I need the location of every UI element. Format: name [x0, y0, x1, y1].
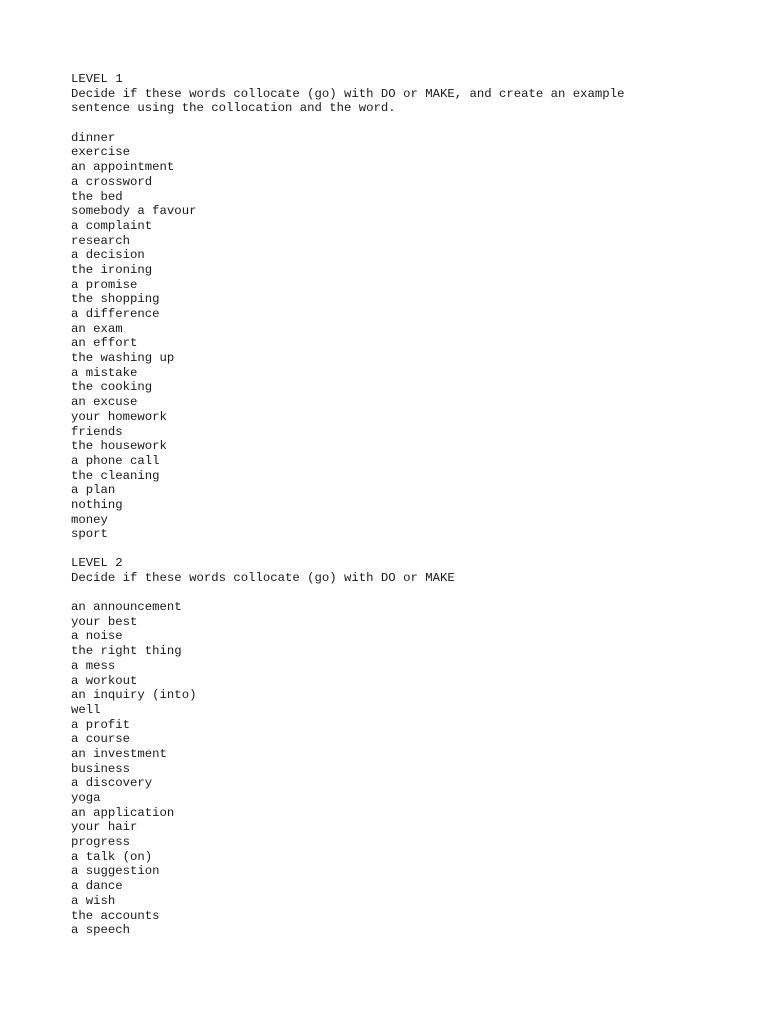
word-item: a dance [71, 879, 123, 894]
level1-instruction-line2: sentence using the collocation and the word. [71, 101, 396, 116]
level1-word-list [71, 131, 731, 542]
word-item: the housework [71, 439, 167, 454]
word-item: well [71, 702, 101, 717]
word-item: a plan [71, 483, 116, 498]
word-item: dinner [71, 130, 116, 145]
word-item: the cleaning [71, 468, 160, 483]
word-item: business [71, 761, 131, 776]
word-item: yoga [71, 791, 101, 805]
word-item: a mistake [71, 365, 138, 380]
word-item: a promise [71, 277, 138, 292]
word-item: the cooking [71, 380, 153, 395]
word-item: an investment [71, 746, 167, 761]
level2-title: LEVEL 2 [71, 556, 123, 570]
level2-word-list [71, 600, 731, 938]
word-item: a profit [71, 717, 131, 732]
level2-instruction: Decide if these words collocate (go) with DO or MAKE [71, 570, 455, 585]
word-item: the shopping [71, 292, 160, 307]
word-item: an application [71, 805, 175, 820]
word-item: a speech [71, 923, 131, 938]
word-item: an inquiry (into) [71, 688, 197, 703]
word-item: a phone call [71, 453, 160, 468]
level1-instruction-line1: Decide if these words collocate (go) with DO or MAKE, and create an example [71, 86, 625, 101]
word-item: an appointment [71, 160, 175, 175]
level1-title: LEVEL 1 [71, 72, 123, 86]
word-item: a course [71, 732, 131, 747]
level2-section [71, 556, 731, 938]
word-item: your hair [71, 820, 138, 835]
word-item: sport [71, 527, 108, 542]
word-item: an effort [71, 336, 138, 351]
spacer [71, 116, 731, 131]
word-item: your homework [71, 409, 167, 424]
word-item: nothing [71, 497, 123, 512]
word-item: your best [71, 614, 138, 629]
word-item: a difference [71, 307, 160, 321]
word-item: an announcement [71, 600, 182, 615]
word-item: the bed [71, 189, 123, 204]
word-item: a noise [71, 629, 123, 644]
word-item: a wish [71, 893, 116, 908]
word-item: money [71, 512, 108, 527]
word-item: research [71, 233, 131, 248]
word-item: the right thing [71, 644, 182, 659]
word-item: a discovery [71, 776, 153, 791]
word-item: a decision [71, 248, 145, 263]
word-item: an excuse [71, 395, 138, 410]
word-item: a talk (on) [71, 849, 153, 864]
word-item: a workout [71, 673, 138, 688]
word-item: a suggestion [71, 864, 160, 879]
word-item: the accounts [71, 908, 160, 923]
word-item: a mess [71, 658, 116, 673]
word-item: an exam [71, 321, 123, 336]
word-item: a crossword [71, 174, 153, 189]
word-item: exercise [71, 145, 131, 160]
word-item: the washing up [71, 351, 175, 366]
word-item: friends [71, 424, 123, 439]
level1-section [71, 72, 731, 542]
word-item: the ironing [71, 262, 153, 277]
word-item: progress [71, 835, 131, 850]
spacer [71, 585, 731, 600]
word-item: a complaint [71, 218, 153, 233]
word-item: somebody a favour [71, 204, 197, 219]
